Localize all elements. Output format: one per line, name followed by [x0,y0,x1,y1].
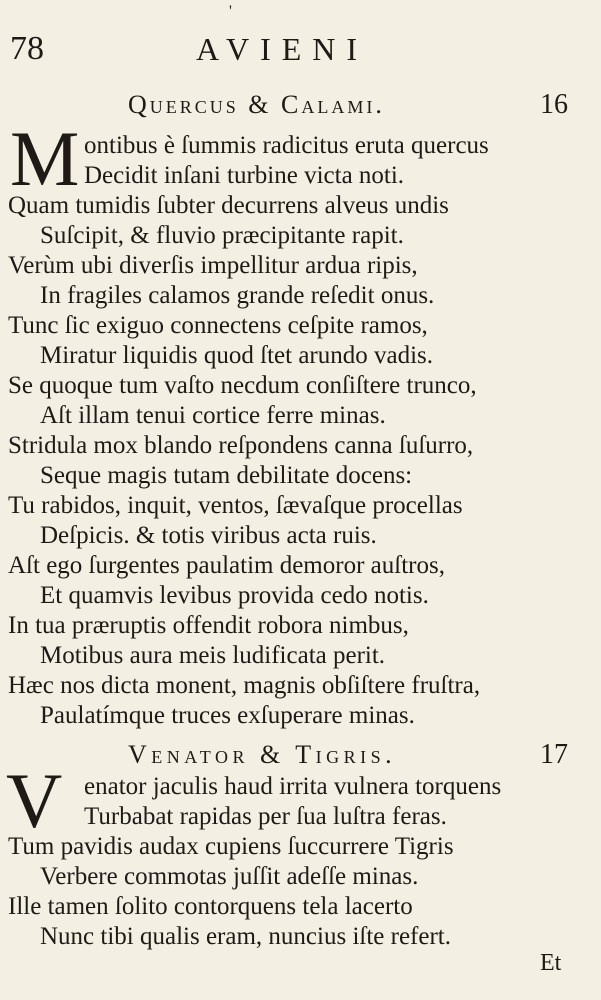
verse-line: Deſpicis. & totis viribus acta ruis. [40,522,377,549]
verse-line: Tunc ſic exiguo connectens ceſpite ramos, [8,312,428,339]
fable-number: 17 [540,739,568,770]
verse-line: Hæc nos dicta monent, magnis obſiſtere fruſtra, [8,672,481,699]
fable-header [0,738,601,774]
verse-line: enator jaculis haud irrita vulnera torquens [84,773,502,800]
verse-line: Miratur liquidis quod ſtet arundo vadis. [40,342,434,369]
verse-line: Quam tumidis ſubter decurrens alveus undis [8,192,449,219]
running-title: AVIENI [196,31,369,67]
verse-line: Turbabat rapidas per ſua luſtra feras. [84,803,447,830]
fable-number: 16 [540,89,568,120]
verse-line: Aſt ego ſurgentes paulatim demoror auſtros, [8,552,445,579]
verse-line: Tu rabidos, inquit, ventos, ſævaſque procellas [8,492,463,519]
verse-line: Verùm ubi diverſis impellitur ardua ripis, [8,252,418,279]
verse-line: Decidit inſani turbine victa noti. [84,162,405,189]
verse-line: Se quoque tum vaſto necdum conſiſtere trunco, [8,372,477,399]
verse-line: In fragiles calamos grande reſedit onus. [40,282,435,309]
fable-title: Venator & Tigris. [128,740,397,769]
verse-line: Stridula mox blando reſpondens canna ſuſurro, [8,432,474,459]
verse-line: Nunc tibi qualis eram, nuncius iſte refert. [40,923,451,950]
verse-line: Seque magis tutam debilitate docens: [40,462,413,489]
verse-line: Paulatímque truces exſuperare minas. [40,702,415,729]
running-head [0,26,601,70]
page-number: 78 [10,30,44,67]
drop-cap: V [6,757,63,844]
verse-line: Tum pavidis audax cupiens ſuccurrere Tigris [8,833,454,860]
verse-line: Ille tamen ſolito contorquens tela lacerto [8,893,413,920]
verse-line: Aſt illam tenui cortice ferre minas. [40,402,386,429]
verse-line: In tua præruptis offendit robora nimbus, [8,612,409,639]
verse-line: Suſcipit, & fluvio præcipitante rapit. [40,222,404,249]
fable-header [0,88,601,124]
verse-line: Motibus aura meis ludificata perit. [40,642,386,669]
fable-title: Quercus & Calami. [128,90,385,119]
verse-line: Et quamvis levibus provida cedo notis. [40,582,429,609]
catchword: Et [540,950,562,976]
printer-mark: ' [229,3,232,20]
verse-line: ontibus è ſummis radicitus eruta quercus [84,132,489,159]
drop-cap: M [10,115,80,202]
verse-line: Verbere commotas juſſit adeſſe minas. [40,863,419,890]
